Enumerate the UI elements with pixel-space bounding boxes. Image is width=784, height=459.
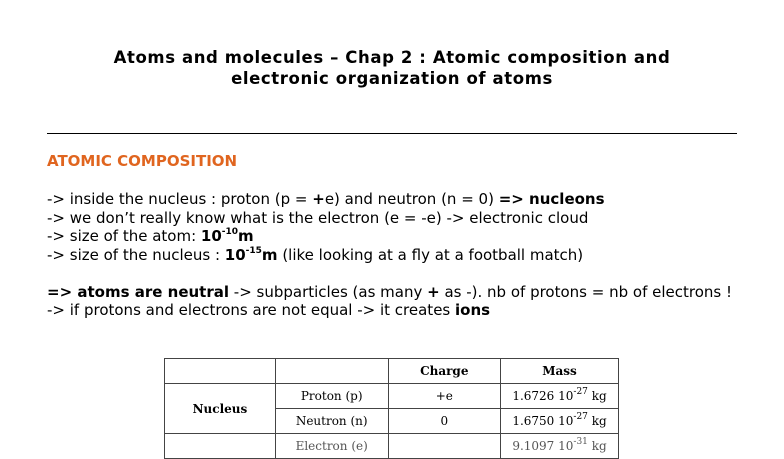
text: -> size of the nucleus :: [47, 245, 225, 264]
table-header-row: [165, 359, 619, 384]
table-header: [275, 359, 388, 384]
table-cell: Neutron (n): [275, 409, 388, 434]
table-header: Charge: [388, 359, 501, 384]
atom-size-value: $10^{-10}m$: [200, 227, 254, 245]
particle-table: [164, 358, 619, 459]
line-neutral: [47, 283, 737, 302]
table-cell: [165, 434, 276, 459]
line-nucleus: [47, 190, 737, 209]
text: -> if protons and electrons are not equal -> it creates: [47, 301, 456, 319]
plus-sign: +: [312, 190, 325, 208]
table-cell: 9.1097 $10^{-31}$ kg: [501, 434, 619, 459]
title-line-1: Atoms and molecules – Chap 2 : Atomic composition and: [113, 48, 671, 67]
section-heading: ATOMIC COMPOSITION: [47, 152, 238, 170]
line-atom-size: [47, 227, 737, 246]
group-cell: Nucleus: [165, 384, 276, 434]
text: (like looking at a fly at a football match): [277, 245, 584, 264]
title-line-2: electronic organization of atoms: [231, 69, 553, 88]
table-cell: Proton (p): [275, 384, 388, 409]
bold-text: => atoms are neutral: [47, 282, 230, 301]
table-cell: [388, 434, 501, 459]
text: -> size of the atom:: [47, 227, 201, 245]
table-header: [165, 359, 276, 384]
nucleus-size-value: $10^{-15}m$: [224, 245, 278, 264]
page-title: [40, 47, 744, 89]
text: -> subparticles (as many: [229, 282, 428, 301]
line-nucleus-size: [47, 246, 737, 265]
text: e) and neutron (n = 0): [324, 190, 499, 208]
table-row: [165, 384, 619, 409]
text: as -). nb of protons = nb of electrons !: [439, 282, 732, 301]
bold-text: ions: [455, 301, 491, 319]
divider: [47, 133, 737, 134]
table-cell: 1.6750 $10^{-27}$ kg: [501, 409, 619, 434]
plus-sign: +: [427, 282, 440, 301]
table-cell: 1.6726 $10^{-27}$ kg: [501, 384, 619, 409]
table-header: Mass: [501, 359, 619, 384]
table-cell: +e: [388, 384, 501, 409]
line-ions: [47, 301, 737, 320]
content-body: [47, 190, 737, 320]
text: -> inside the nucleus : proton (p =: [47, 190, 313, 208]
line-electron: -> we don’t really know what is the electron (e = -e) -> electronic cloud: [47, 208, 589, 227]
table-cell: 0: [388, 409, 501, 434]
table-row: [165, 434, 619, 459]
table-cell: Electron (e): [275, 434, 388, 459]
bold-text: => nucleons: [498, 190, 605, 208]
